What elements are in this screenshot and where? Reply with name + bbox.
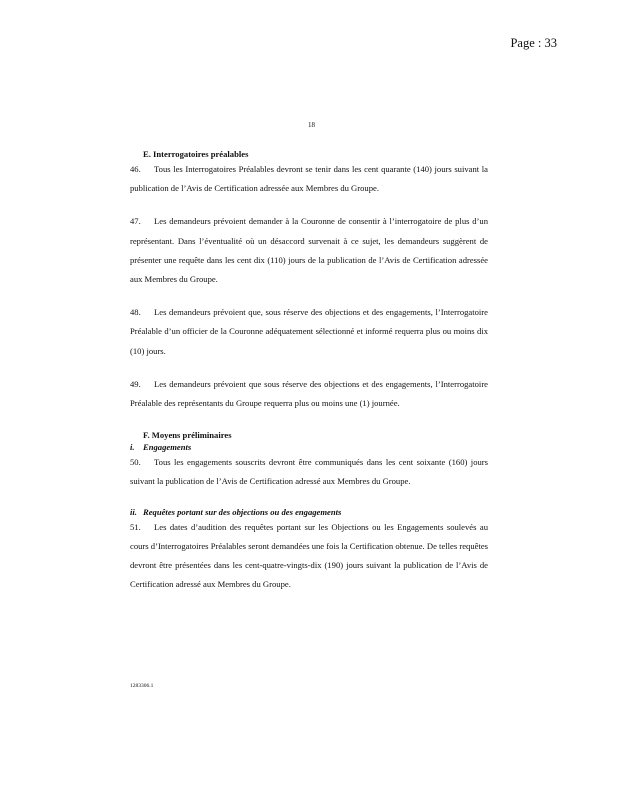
paragraph-number: 46. [130,164,141,174]
paragraph-text: Les demandeurs prévoient que, sous réserve des objections et des engagements, l’Interrogatoire Préalable d’un officier de la Couronne adéquatement sélectionné et informé requerra plus ou moins dix (10) jours. [130,307,488,356]
subsection-number: ii. [130,506,137,517]
inner-page-number: 18 [308,121,315,129]
paragraph-50 [130,453,488,491]
subsection-i-heading [130,441,488,453]
subsection-title: Requêtes portant sur des objections ou des engagements [143,506,342,517]
subsection-title: Engagements [143,442,192,453]
paragraph-number: 49. [130,378,141,389]
paragraph-47 [130,212,488,289]
paragraph-text: Les demandeurs prévoient demander à la Couronne de consentir à l’interrogatoire de plus d’un représentant. Dans l’éventualité où un désaccord survenait à ce sujet, les demandeurs suggèrent de présenter une requête dans les cent dix (110) jours de la publication de l’Avis de Certification adressée aux Membres du Groupe. [130,216,488,285]
section-f-heading: F. Moyens préliminaires [143,430,232,441]
paragraph-46 [130,160,488,198]
subsection-number: i. [130,442,135,453]
document-body [130,148,488,594]
paragraph-number: 48. [130,307,141,318]
subsection-ii-heading [130,506,488,518]
paragraph-49 [130,375,488,413]
page-number: Page : 33 [510,36,557,50]
paragraph-number: 47. [130,216,141,227]
paragraph-text: Tous les engagements souscrits devront être communiqués dans les cent soixante (160) jours suivant la publication de l’Avis de Certification adressé aux Membres du Groupe. [130,457,488,487]
section-e-heading: E. Interrogatoires préalables [143,149,249,159]
paragraph-text: Les dates d’audition des requêtes portant sur les Objections ou les Engagements soulevés au cours d’Interrogatoires Préalables seront demandées une fois la Certification obtenue. De telles requêtes devront être présentées dans les cent-quatre-vingts-dix (190) jours suivant la publication de l’Avis de Certification adressé aux Membres du Groupe. [130,521,488,590]
paragraph-text: Tous les Interrogatoires Préalables devront se tenir dans les cent quarante (140) jours suivant la publication de l’Avis de Certification adressée aux Membres du Groupe. [130,164,488,194]
paragraph-text: Les demandeurs prévoient que sous réserve des objections et des engagements, l’Interrogatoire Préalable des représentants du Groupe requerra plus ou moins une (1) journée. [130,378,488,409]
paragraph-number: 51. [130,521,141,532]
document-reference: 1283306.1 [130,683,154,689]
paragraph-48 [130,303,488,361]
paragraph-51 [130,518,488,595]
paragraph-number: 50. [130,457,141,468]
